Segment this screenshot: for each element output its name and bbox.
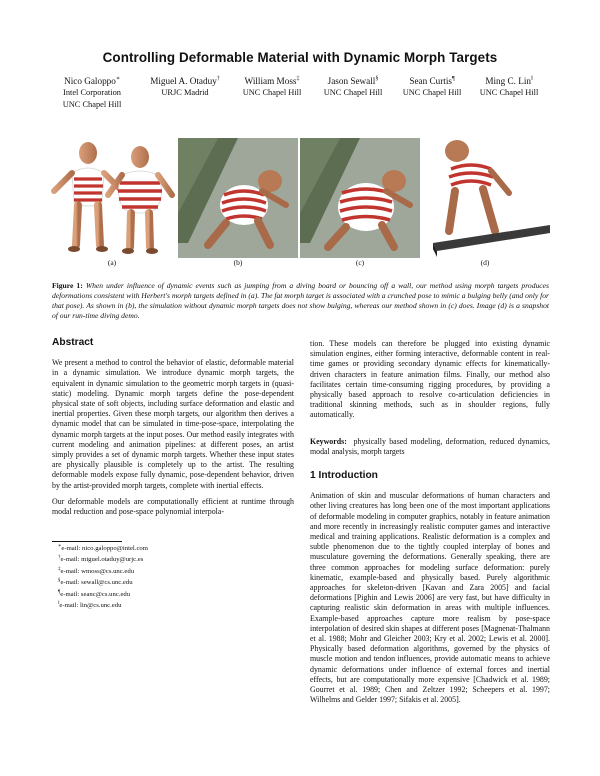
footnote-item	[58, 542, 294, 553]
author-block	[392, 74, 472, 99]
diving-demo-snapshot-illustration	[425, 133, 550, 258]
author-block	[52, 74, 132, 110]
simulation-with-morph-targets-illustration	[300, 133, 420, 258]
author-affiliation: UNC Chapel Hill	[402, 88, 462, 98]
footnote-item	[58, 599, 294, 610]
left-column	[52, 338, 294, 523]
footnote-email: e-mail: seanc@cs.unc.edu	[60, 590, 131, 598]
author-block	[312, 74, 394, 99]
footnote-mark: ¶	[58, 589, 61, 595]
author-mark: ∗	[115, 76, 120, 82]
footnote-email: e-mail: wmoss@cs.unc.edu	[60, 568, 135, 576]
herbert-morph-targets-illustration	[50, 133, 175, 258]
author-affiliation: UNC Chapel Hill	[62, 99, 122, 109]
author-affiliation: UNC Chapel Hill	[323, 88, 383, 98]
footnote-email: e-mail: nico.galoppo@intel.com	[61, 545, 148, 553]
author-mark: ‡	[296, 76, 300, 82]
footnote-mark: †	[58, 555, 61, 561]
footnote-mark: ‖	[58, 601, 60, 607]
author-affiliation: UNC Chapel Hill	[479, 88, 539, 98]
author-mark: §	[375, 76, 379, 82]
abstract-paragraph: Our deformable models are computationally efficient at runtime through modal reduction and pose-space polynomial interpola-	[52, 496, 294, 517]
right-column	[310, 339, 550, 712]
figure-caption-label: Figure 1:	[52, 281, 83, 290]
keywords-text: physically based modeling, deformation, reduced dynamics, modal analysis, morph targets	[310, 436, 550, 456]
author-block	[140, 74, 230, 99]
figure-label-b: (b)	[233, 258, 243, 267]
author-affiliation: Intel Corporation	[63, 88, 121, 98]
author-affiliation: URJC Madrid	[161, 88, 209, 98]
author-block	[232, 74, 312, 99]
introduction-heading: 1 Introduction	[310, 470, 378, 482]
figure-label-d: (d)	[480, 258, 490, 267]
introduction-paragraph: Animation of skin and muscular deformations of human characters and other living creatures has long been one of the most important applications of deformable modeling in computer graphics, notably in feature animation and more recently in increasingly realistic computer games and interactive medical and training applications. Realistic deformation is a complex and subtle phenomenon due to the tightly coupled interplay of bones and musculature governing the deformations. Generally speaking, there are three common approaches for modeling surface deformation: purely kinematic, example-based and physically based. Purely algorithmic approaches for skeleton-driven [Kavan and Zara 2005] and facial deformations [Pighin and Lewis 2006] are very fast, but have difficulty in capturing realistic skin deformation in areas with multiple influences. Example-based approaches capture more realism by pose-space interpolation of desired skin shapes at different poses [Magnenat-Thalmann et al. 1988; Mohr and Gleicher 2003; Kry et al. 2002; Lewis et al. 2000]. Physically based deformation algorithms, governed by the physics of muscle motion and tendon influences, provide automatic means to achieve dynamic deformations under influence of external forces and inertial effects, but are computationally more expensive [Chadwick et al. 1989; Gourret et al. 1989; Chen and Zeltzer 1992; Scheepers et al. 1997; Wilhelms and Gelder 1997; Sifakis et al. 2005].	[310, 491, 550, 705]
footnote-mark: ∗	[58, 544, 62, 549]
author-name: Ming C. Lin	[485, 75, 531, 86]
author-mark: ¶	[451, 76, 455, 82]
footnote-mark: ‡	[58, 566, 61, 572]
footnote-email: e-mail: miguel.otaduy@urjc.es	[60, 556, 144, 564]
figure-panel-d	[425, 133, 550, 258]
footnote-email: e-mail: sewall@cs.unc.edu	[60, 579, 133, 587]
keywords	[310, 437, 550, 457]
footnote-item	[58, 553, 294, 564]
author-affiliation: UNC Chapel Hill	[242, 88, 302, 98]
figure-caption-text: When under influence of dynamic events such as jumping from a diving board or bouncing off a wall, our method using morph targets produces deformations consistent with Herbert's morph targets defined in (a). The fat morph target is associated with a crunched pose to mimic a bulging belly (and only for that pose). As shown in (b), the simulation without dynamic morph targets does not show bulging, whereas our method shown in (c) does. Image (d) is a snapshot of our run-time diving demo.	[52, 281, 549, 320]
footnote-mark: §	[58, 578, 61, 584]
author-name: Sean Curtis	[409, 75, 452, 86]
paper-title: Controlling Deformable Material with Dynamic Morph Targets	[102, 50, 498, 65]
figure-label-a: (a)	[107, 258, 117, 267]
figure-panel-c	[300, 133, 420, 258]
footnote-item	[58, 588, 294, 599]
abstract-heading: Abstract	[52, 337, 94, 348]
simulation-without-morph-targets-illustration	[178, 133, 298, 258]
abstract-paragraph: We present a method to control the behavior of elastic, deformable material in a dynamic simulation. We introduce dynamic morph targets, the equivalent in dynamic simulation to the geometric morph targets in (quasi-static) modeling. Dynamic morph targets define the pose-dependent physical state of soft objects, including surface deformation and elastic and inertial properties. Given these morph targets, our algorithm then derives a dynamic model that can be simulated in time-pose-space, interpolating the dynamic morph targets at the input poses. Our method easily integrates with current modeling and animation pipelines: at different poses, an artist simply provides a set of dynamic morph targets. Whether these input states are physically plausible is completely up to the artist. The resulting deformable models expose fully dynamic, pose-dependent behavior, driven by the artist-provided morph targets, complete with inertial effects.	[52, 358, 294, 490]
author-name: Miguel A. Otaduy	[150, 75, 217, 86]
author-block	[468, 74, 550, 99]
footnotes	[58, 542, 294, 611]
author-name: Nico Galoppo	[64, 75, 116, 86]
author-mark: †	[216, 76, 220, 82]
author-name: Jason Sewall	[327, 75, 376, 86]
figure-panel-b	[178, 133, 298, 258]
abstract-continuation: tion. These models can therefore be plugged into existing dynamic simulation engines, either forming interactive, deformable content in real-time games or providing secondary dynamic effects for kinematically-driven characters in feature animation films. Finally, our method also facilitates certain time-consuming rigging procedures, by providing a physically based approach to resolve co-articulation deficiencies in traditional skinning methods, such as in shoulder regions, fully automatically.	[310, 339, 550, 420]
author-name: William Moss	[244, 75, 297, 86]
keywords-label: Keywords:	[310, 436, 347, 446]
author-mark: ‖	[531, 76, 533, 82]
figure-label-c: (c)	[355, 258, 365, 267]
figure-caption	[52, 281, 549, 321]
footnote-email: e-mail: lin@cs.unc.edu	[59, 602, 122, 610]
footnote-item	[58, 576, 294, 587]
figure-panel-a	[50, 133, 175, 258]
footnote-item	[58, 565, 294, 576]
